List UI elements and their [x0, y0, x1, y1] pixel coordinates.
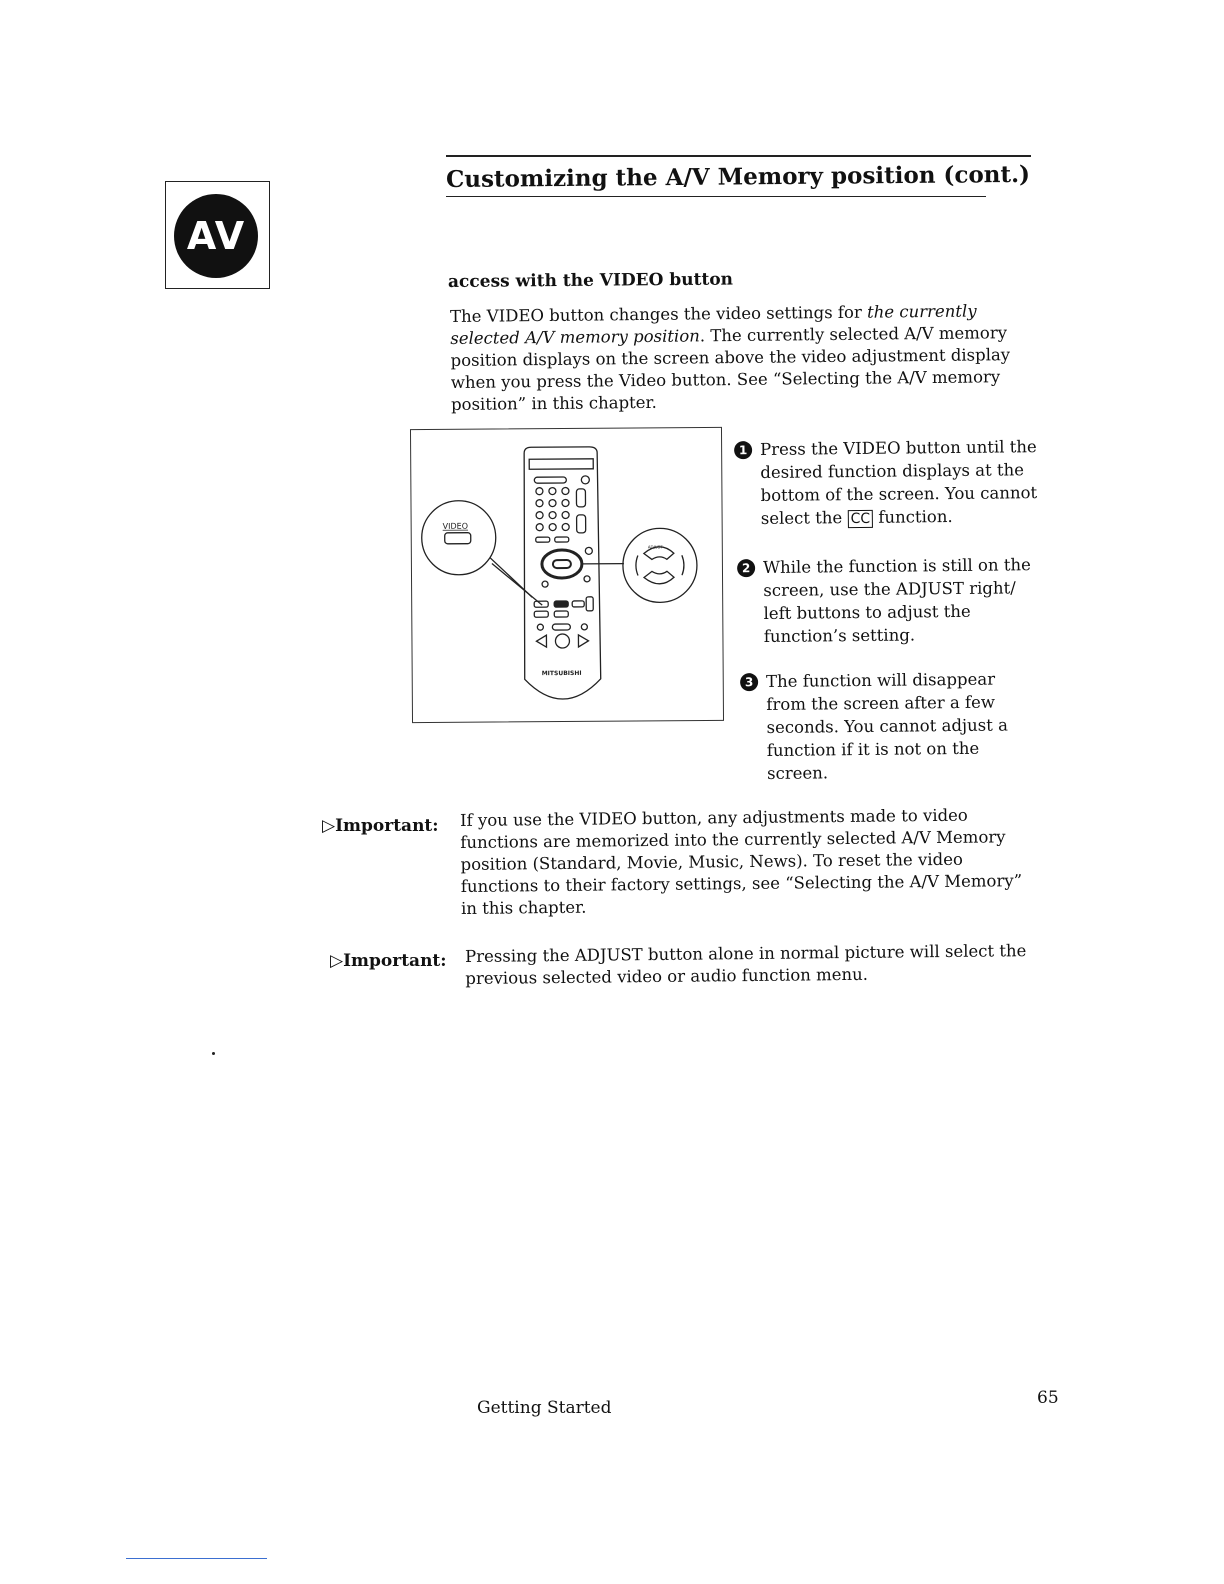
step-number-3: 3 [740, 673, 758, 691]
intro-text: The VIDEO button changes the video settings for [450, 302, 868, 326]
intro-text: . The currently selected A/V memory [699, 323, 1008, 346]
cc-button-icon: CC [847, 510, 873, 528]
step-number-2: 2 [737, 559, 755, 577]
video-key-label: VIDEO [442, 521, 469, 531]
step-1 [738, 435, 1046, 532]
intro-paragraph [450, 300, 1041, 416]
video-button-magnifier [421, 500, 496, 575]
remote-brand-logo: MITSUBISHI [541, 669, 582, 678]
intro-text: when you press the Video button. See “Selecting the A/V memory [450, 367, 1001, 392]
footer-section-title: Getting Started [477, 1398, 612, 1418]
adjust-pad-magnifier [623, 528, 698, 603]
step-2-text: While the function is still on the screen, use the ADJUST right/ left buttons to adjust the function’s setting. [763, 555, 1031, 646]
av-badge-label: AV [174, 194, 258, 278]
page-number: 65 [1037, 1388, 1059, 1408]
step-3-text: The function will disappear from the screen after a few seconds. You cannot adjust a function if it is not on the screen. [766, 669, 1008, 783]
step-1-text: Press the VIDEO button until the desired function displays at the bottom of the screen. You cannot select the [760, 437, 1038, 528]
adjust-key-label: ADJUST [647, 544, 663, 550]
top-rule [446, 155, 1031, 157]
important-label-1: ▷Important: [322, 816, 439, 836]
section-subheading: access with the VIDEO button [447, 269, 734, 292]
av-section-badge [165, 181, 270, 289]
intro-italic: the currently [866, 301, 977, 322]
scan-speck [212, 1052, 215, 1055]
title-underline [446, 196, 986, 197]
intro-text: position” in this chapter. [450, 392, 657, 414]
important-note-1: If you use the VIDEO button, any adjustments made to video functions are memorized into the currently selected A/V Memory position (Standard, Movie, Music, News). To reset the video functions to their factory settings, see “Selecting the A/V Memory” in this chapter. [460, 805, 1023, 918]
intro-italic: selected A/V memory position [450, 326, 700, 348]
step-3 [744, 667, 1037, 785]
remote-body [523, 447, 601, 700]
remote-control-drawing [411, 428, 723, 722]
page-title: Customizing the A/V Memory position (cont.) [445, 160, 1031, 193]
step-1-text-end: function. [872, 506, 953, 527]
scan-edge-line [126, 1558, 267, 1559]
important-note-2: Pressing the ADJUST button alone in normal picture will select the previous selected video or audio function menu. [465, 941, 1027, 988]
remote-control-illustration [410, 427, 724, 723]
important-label-2: ▷Important: [330, 951, 447, 971]
intro-text: position displays on the screen above the video adjustment display [450, 345, 1011, 370]
step-number-1: 1 [734, 441, 752, 459]
number-keypad [536, 487, 586, 533]
step-2 [741, 553, 1049, 648]
